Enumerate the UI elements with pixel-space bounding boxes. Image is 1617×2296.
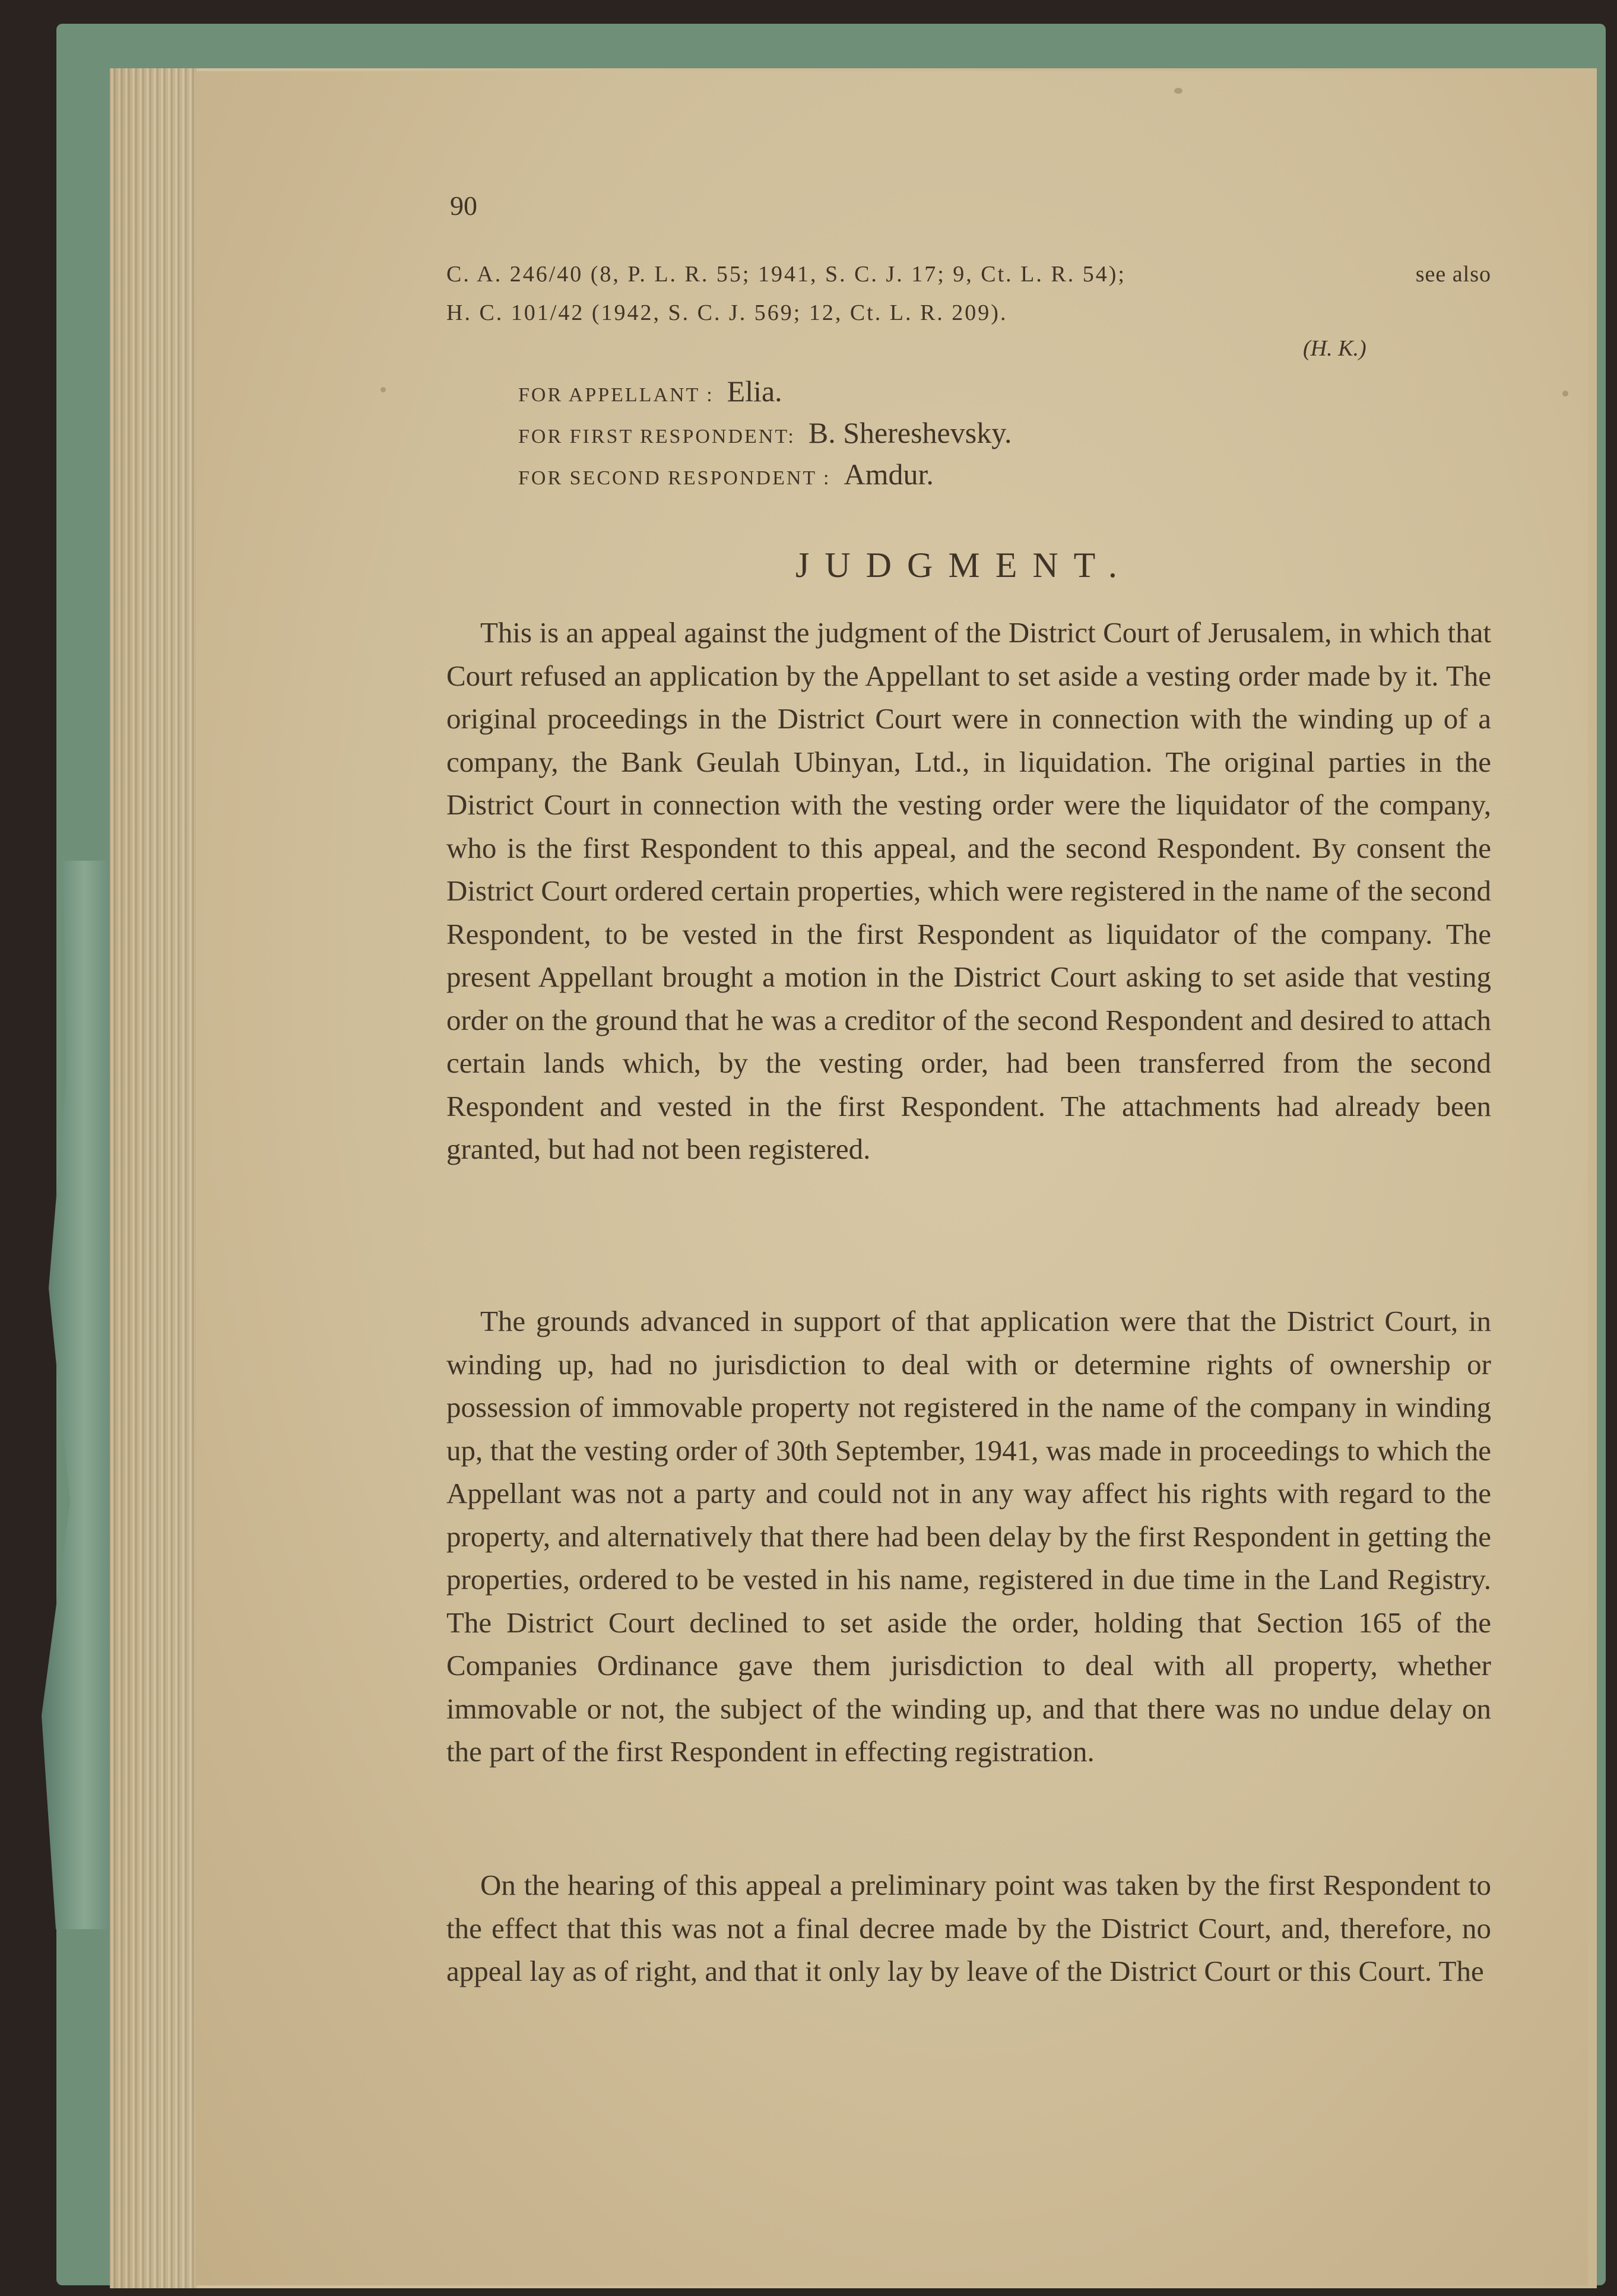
counsel-first-respondent: [518, 416, 1012, 450]
citation-text: C. A. 246/40 (8, P. L. R. 55; 1941, S. C. J. 17; 9, Ct. L. R. 54);: [446, 262, 1126, 287]
paragraph-1: This is an appeal against the judgment of the District Court of Jerusalem, in which that Court refused an application by the Appellant to set aside a vesting order made by it. The original proceedings in the District Court were in connection with the winding up of a company, the Bank Geulah Ubinyan, Ltd., in liquidation. The original parties in the District Court in connection with the vesting order were the liquidator of the company, who is the first Respondent to this appeal, and the second Respondent. By consent the District Court ordered certain properties, which were registered in the name of the second Respondent, to be vested in the first Respondent as liquidator of the company. The present Appellant brought a motion in the District Court asking to set aside that vesting order on the ground that he was a creditor of the second Respondent and desired to attach certain lands which, by the vesting order, had been transferred from the second Respondent and vested in the first Respondent. The attachments had already been granted, but had not been registered.: [446, 616, 1491, 1165]
page-number: 90: [450, 191, 477, 221]
paragraph-2: The grounds advanced in support of that application were that the District Court, in winding up, had no jurisdiction to deal with or determine rights of ownership or possession of immovable property not registered in the name of the company in winding up, that the vesting order of 30th September, 1941, was made in proceedings to which the Appellant was not a party and could not in any way affect his rights with regard to the property, and alternatively that there had been delay by the first Respondent in getting the properties, ordered to be vested in his name, registered in due time in the Land Registry. The District Court declined to set aside the order, holding that Section 165 of the Companies Ordinance gave them jurisdiction to deal with all property, whether immovable or not, the subject of the winding up, and that there was no undue delay on the part of the first Respondent in effecting registration.: [446, 1305, 1491, 1768]
reporter-initials: (H. K.): [1303, 336, 1366, 361]
counsel-name: Elia.: [727, 375, 782, 408]
judgment-heading: JUDGMENT.: [795, 546, 1133, 585]
citation-see-also: see also: [1415, 262, 1491, 287]
paper-blemish: [1174, 88, 1182, 94]
citation-line-1: [446, 261, 1491, 287]
paper-blemish: [1562, 391, 1568, 397]
paragraph-3: On the hearing of this appeal a preliminary point was taken by the first Respondent to the effect that this was not a final decree made by the District Court, and, therefore, no appeal lay as of right, and that it only lay by leave of the District Court or this Court. The: [446, 1869, 1491, 1987]
cover-worn-edge: [42, 861, 113, 1929]
counsel-name: B. Shereshevsky.: [808, 416, 1012, 449]
counsel-name: Amdur.: [844, 458, 934, 491]
counsel-second-respondent: [518, 457, 934, 491]
page-leaves: [110, 68, 199, 2288]
counsel-role: FOR FIRST RESPONDENT:: [518, 426, 795, 448]
paper-blemish: [381, 387, 386, 392]
citation-line-2: H. C. 101/42 (1942, S. C. J. 569; 12, Ct. L. R. 209).: [446, 300, 1008, 325]
counsel-role: FOR SECOND RESPONDENT :: [518, 467, 831, 489]
counsel-appellant: [518, 374, 782, 408]
counsel-role: FOR APPELLANT :: [518, 384, 714, 406]
